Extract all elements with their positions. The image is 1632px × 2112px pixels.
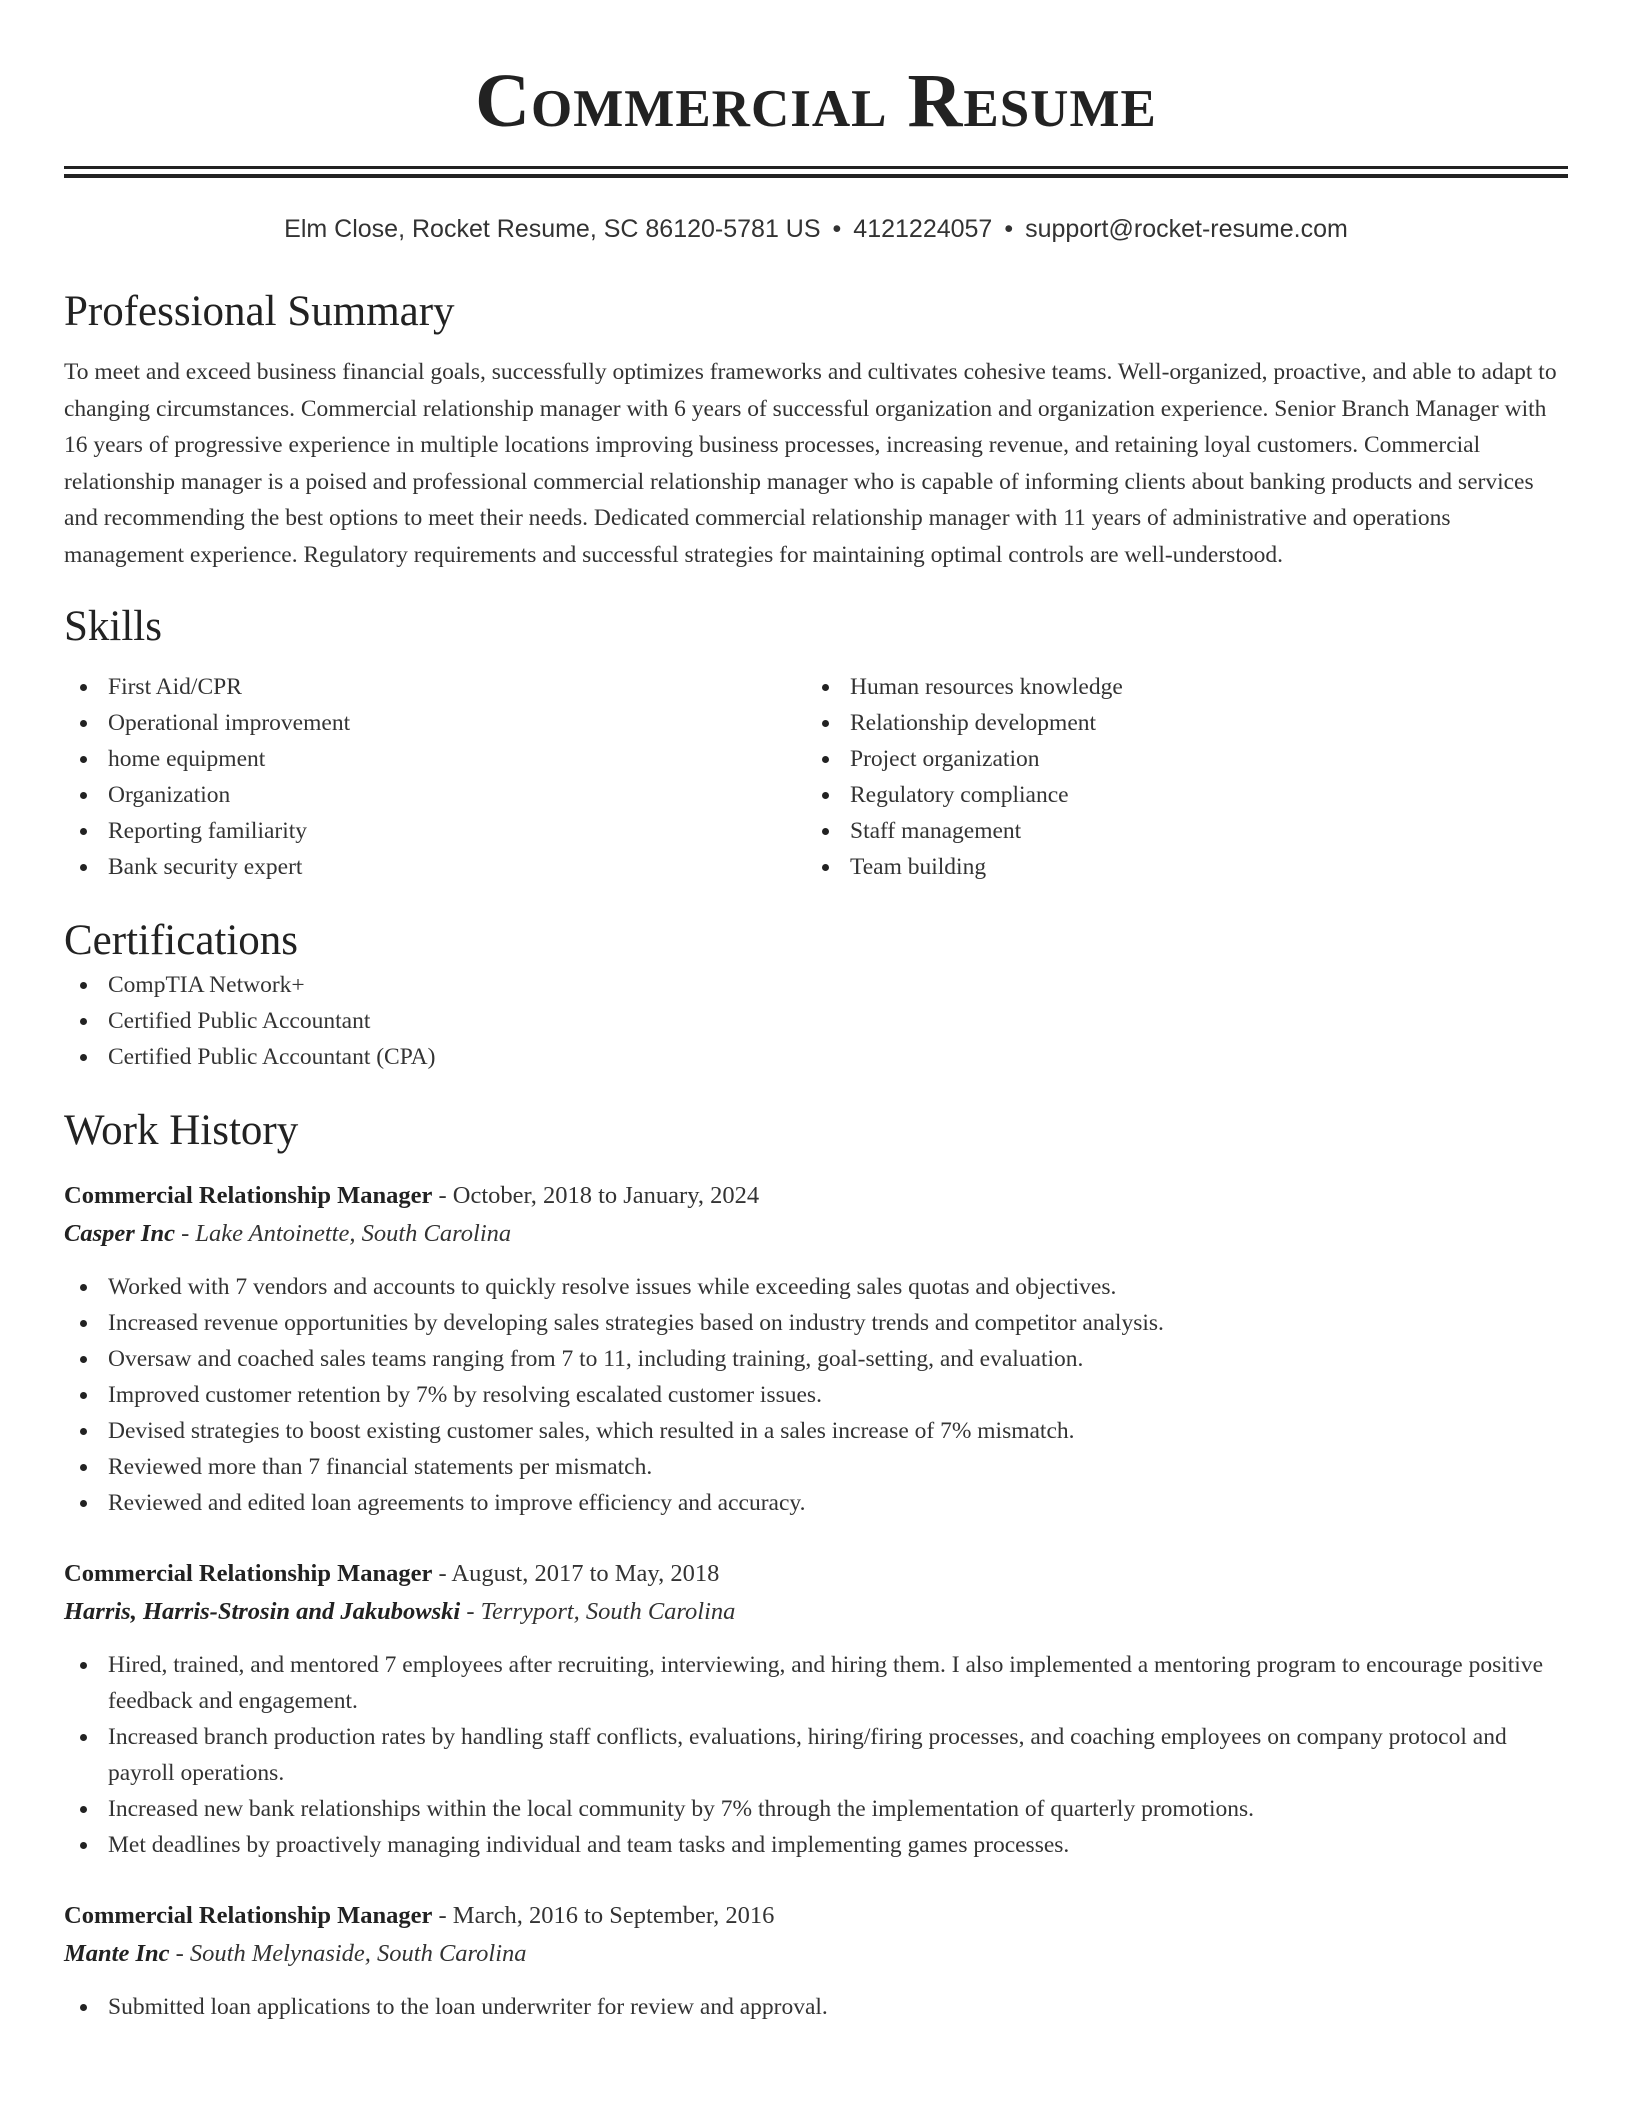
job-title: Commercial Relationship Manager [64,1560,433,1587]
contact-phone: 4121224057 [853,215,993,243]
job-bullet: Increased branch production rates by handling staff conflicts, evaluations, hiring/firing processes, and coaching employees on company protocol and payroll operations. [64,1719,1568,1791]
job-bullet: Met deadlines by proactively managing individual and team tasks and implementing games processes. [64,1827,1568,1863]
job-bullet: Increased revenue opportunities by developing sales strategies based on industry trends and competitor analysis. [64,1305,1568,1341]
contact-email: support@rocket-resume.com [1025,215,1348,243]
job-bullet: Reviewed more than 7 financial statements per mismatch. [64,1449,1568,1485]
job-company: Mante Inc [64,1940,170,1967]
skills-columns [64,669,1568,885]
resume-page [64,0,1568,2025]
skills-right-list [806,669,1548,885]
job-company: Harris, Harris-Strosin and Jakubowski [64,1598,461,1625]
skills-heading: Skills [64,603,162,650]
contact-line [64,212,1568,246]
certification-item: Certified Public Accountant (CPA) [64,1039,1568,1075]
skill-item: Project organization [806,741,1548,777]
job-bullet: Hired, trained, and mentored 7 employees after recruiting, interviewing, and hiring them. I also implemented a mentoring program to encourage positive feedback and engagement. [64,1647,1568,1719]
job-entry [64,1897,1568,2025]
job-bullets [64,1269,1568,1521]
job-company: Casper Inc [64,1220,175,1247]
job-dates: - August, 2017 to May, 2018 [438,1560,720,1587]
skill-item: Bank security expert [64,849,806,885]
skill-item: home equipment [64,741,806,777]
certification-item: CompTIA Network+ [64,967,1568,1003]
skill-item: First Aid/CPR [64,669,806,705]
job-dates: - March, 2016 to September, 2016 [438,1902,775,1929]
job-header [64,1555,1568,1593]
work-history-heading: Work History [64,1107,299,1154]
job-dates: - October, 2018 to January, 2024 [438,1182,760,1209]
job-employer [64,1935,1568,1973]
skill-item: Operational improvement [64,705,806,741]
job-bullet: Submitted loan applications to the loan underwriter for review and approval. [64,1989,1568,2025]
summary-text: To meet and exceed business financial goals, successfully optimizes frameworks and cultivates cohesive teams. Well-organized, proactive, and able to adapt to changing circumstances. Commercial relationship manager with 6 years of successful organization and organization experience. Senior Branch Manager with 16 years of progressive experience in multiple locations improving business processes, increasing revenue, and retaining loyal customers. Commercial relationship manager is a poised and professional commercial relationship manager who is capable of informing clients about banking products and services and recommending the best options to meet their needs. Dedicated commercial relationship manager with 11 years of administrative and operations management experience. Regulatory requirements and successful strategies for maintaining optimal controls are well-understood. [64,359,1557,568]
job-bullet: Increased new bank relationships within the local community by 7% through the implementation of quarterly promotions. [64,1791,1568,1827]
skill-item: Staff management [806,813,1548,849]
title-divider [64,166,1568,178]
job-employer [64,1215,1568,1253]
job-bullet: Oversaw and coached sales teams ranging from 7 to 11, including training, goal-setting, and evaluation. [64,1341,1568,1377]
job-bullets [64,1647,1568,1863]
job-location: - South Melynaside, South Carolina [175,1940,527,1967]
skill-item: Organization [64,777,806,813]
job-location: - Terryport, South Carolina [466,1598,736,1625]
job-entry [64,1177,1568,1521]
contact-address: Elm Close, Rocket Resume, SC 86120-5781 US [284,215,821,243]
job-employer [64,1593,1568,1631]
summary-heading: Professional Summary [64,288,455,335]
job-title: Commercial Relationship Manager [64,1902,433,1929]
skill-item: Human resources knowledge [806,669,1548,705]
skill-item: Relationship development [806,705,1548,741]
skill-item: Regulatory compliance [806,777,1548,813]
job-bullet: Devised strategies to boost existing customer sales, which resulted in a sales increase of 7% mismatch. [64,1413,1568,1449]
job-bullet: Worked with 7 vendors and accounts to quickly resolve issues while exceeding sales quotas and objectives. [64,1269,1568,1305]
resume-title: Commercial Resume [475,59,1157,143]
job-header [64,1177,1568,1215]
contact-separator: • [832,215,842,243]
job-location: - Lake Antoinette, South Carolina [181,1220,512,1247]
skill-item: Team building [806,849,1548,885]
skills-left-list [64,669,806,885]
certifications-list [64,967,1568,1075]
job-bullet: Reviewed and edited loan agreements to improve efficiency and accuracy. [64,1485,1568,1521]
job-title: Commercial Relationship Manager [64,1182,433,1209]
skill-item: Reporting familiarity [64,813,806,849]
job-bullet: Improved customer retention by 7% by resolving escalated customer issues. [64,1377,1568,1413]
job-bullets [64,1989,1568,2025]
job-header [64,1897,1568,1935]
job-entry [64,1555,1568,1863]
certification-item: Certified Public Accountant [64,1003,1568,1039]
contact-separator: • [1004,215,1014,243]
certifications-heading: Certifications [64,917,299,964]
